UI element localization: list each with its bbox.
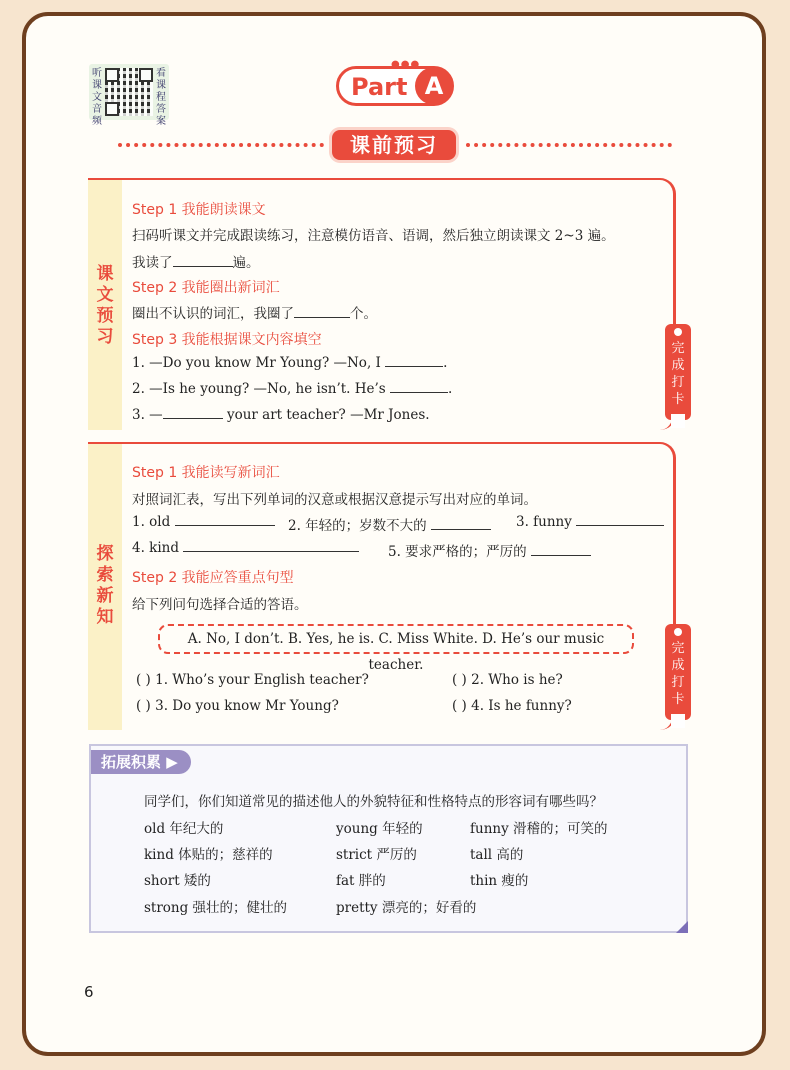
adj-item: kind 体贴的；慈祥的 [144, 847, 273, 863]
adj-item: fat 胖的 [336, 873, 386, 889]
fill-question-2: 2. —Is he young? —No, he isn’t. He’s . [132, 381, 453, 397]
preview-step2: Step 2 我能圈出新词汇 [132, 280, 280, 296]
adj-item: tall 高的 [470, 847, 524, 863]
adj-item: strong 强壮的；健壮的 [144, 900, 288, 916]
circle-count-line: 圈出不认识的词汇，我圈了 个。 [132, 306, 377, 322]
choice-question-3[interactable]: ( ) 3. Do you know Mr Young? [136, 698, 339, 714]
vocab-2: 2. 年轻的；岁数不大的 [288, 514, 491, 534]
preview-step1: Step 1 我能朗读课文 [132, 202, 266, 218]
part-badge [336, 59, 454, 106]
explore-step1-text: 对照词汇表，写出下列单词的汉意或根据汉意提示写出对应的单词。 [132, 492, 537, 508]
checkbox-icon[interactable] [671, 414, 685, 428]
vocab-blank-5[interactable] [531, 555, 591, 556]
fill-question-3: 3. — your art teacher? —Mr Jones. [132, 407, 430, 423]
preview-step1-text: 扫码听课文并完成跟读练习，注意模仿语音、语调，然后独立朗读课文 2~3 遍。 [132, 228, 615, 244]
vocab-3: 3. funny [516, 514, 664, 530]
choice-question-2[interactable]: ( ) 2. Who is he? [452, 672, 563, 688]
play-arrow-icon: ▶ [166, 753, 178, 771]
explore-step2-text: 给下列问句选择合适的答语。 [132, 597, 308, 613]
extension-intro: 同学们，你们知道常见的描述他人的外貌特征和性格特点的形容词有哪些吗？ [144, 794, 603, 810]
fill-blank-3[interactable] [163, 418, 223, 419]
decor-dots-icon: ●●● [391, 59, 421, 70]
adj-item: old 年纪大的 [144, 821, 224, 837]
section-banner: 课前预习 [332, 130, 456, 160]
choice-question-1[interactable]: ( ) 1. Who’s your English teacher? [136, 672, 369, 688]
answer-options-box: A. No, I don’t. B. Yes, he is. C. Miss White. D. He’s our music teacher. [158, 624, 634, 654]
checkbox-icon[interactable] [671, 714, 685, 728]
adj-item: pretty 漂亮的；好看的 [336, 900, 477, 916]
fill-blank-1[interactable] [385, 366, 443, 367]
circle-count-blank[interactable] [294, 317, 350, 318]
checkin-tag-2-label: 完 成 打 卡 [671, 641, 685, 707]
adj-item: funny 滑稽的；可笑的 [470, 821, 608, 837]
vocab-blank-1[interactable] [175, 525, 275, 526]
adj-item: short 矮的 [144, 873, 211, 889]
fill-blank-2[interactable] [390, 392, 448, 393]
explore-step1: Step 1 我能读写新词汇 [132, 465, 280, 481]
adj-item: strict 严厉的 [336, 847, 417, 863]
adj-item: young 年轻的 [336, 821, 423, 837]
preview-title: 课 文 预 习 [96, 264, 114, 347]
qr-right-label: 看 课 程 答 案 [156, 68, 166, 127]
vocab-5: 5. 要求严格的；严厉的 [388, 540, 591, 560]
extension-header: 拓展积累 ▶ [91, 750, 191, 774]
explore-title: 探 索 新 知 [96, 544, 114, 627]
choice-question-4[interactable]: ( ) 4. Is he funny? [452, 698, 572, 714]
explore-step2: Step 2 我能应答重点句型 [132, 570, 294, 586]
qr-code[interactable] [89, 64, 169, 127]
vocab-blank-3[interactable] [576, 525, 664, 526]
page-number: 6 [84, 983, 94, 1001]
part-word: Part [351, 73, 408, 101]
dotted-divider-left [118, 143, 324, 147]
qr-code-image [105, 68, 153, 116]
qr-left-label: 听 课 文 音 频 [92, 68, 102, 127]
read-times-line: 我读了 遍。 [132, 255, 260, 271]
vocab-blank-4[interactable] [183, 551, 359, 552]
checkin-tag-1-label: 完 成 打 卡 [671, 341, 685, 407]
vocab-4: 4. kind [132, 540, 359, 556]
preview-step3: Step 3 我能根据课文内容填空 [132, 332, 322, 348]
adj-item: thin 瘦的 [470, 873, 529, 889]
checkin-tag-1[interactable] [665, 324, 691, 420]
checkin-tag-2[interactable] [665, 624, 691, 720]
part-letter: A [415, 67, 453, 105]
vocab-1: 1. old [132, 514, 275, 530]
dotted-divider-right [466, 143, 672, 147]
read-times-blank[interactable] [173, 266, 233, 267]
vocab-blank-2[interactable] [431, 529, 491, 530]
fill-question-1: 1. —Do you know Mr Young? —No, I . [132, 355, 448, 371]
